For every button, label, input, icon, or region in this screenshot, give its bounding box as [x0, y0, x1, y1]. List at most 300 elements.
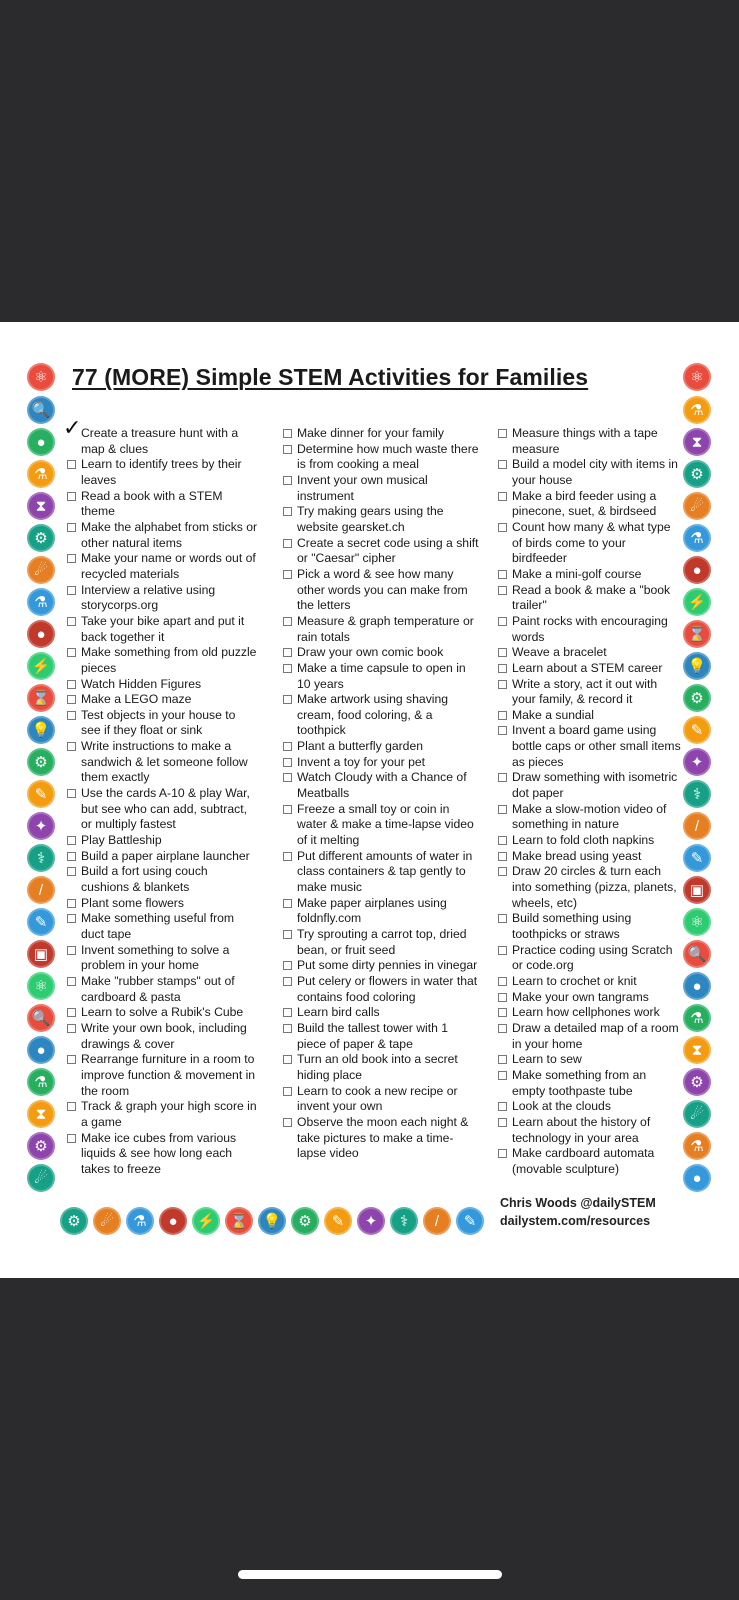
activity-item: [279, 567, 479, 614]
activity-text: Make a LEGO maze: [81, 692, 192, 707]
activity-text: Write your own book, including drawings & cover: [81, 1020, 247, 1051]
checkbox-icon[interactable]: [498, 1055, 507, 1064]
activity-text: Make ice cubes from various liquids & see how long each takes to freeze: [81, 1130, 237, 1176]
activity-item: [279, 1115, 479, 1162]
bulb-icon: ⚙: [291, 1207, 319, 1235]
activity-text: Freeze a small toy or coin in water & make a time-lapse video of it melting: [297, 801, 474, 848]
activity-item: [63, 911, 258, 942]
beaker-icon: ⚗: [683, 1132, 711, 1160]
activity-text: Watch Cloudy with a Chance of Meatballs: [297, 770, 467, 801]
checkbox-icon[interactable]: [67, 680, 76, 689]
activity-text: Weave a bracelet: [512, 645, 607, 660]
checkbox-icon[interactable]: [67, 617, 76, 626]
activity-text: Plant a butterfly garden: [297, 739, 424, 754]
checkbox-icon[interactable]: [283, 961, 292, 970]
battery-icon: ⚡: [27, 652, 55, 680]
activity-text: Build a paper airplane launcher: [81, 848, 250, 863]
activity-text: Put different amounts of water in class containers & tap gently to make music: [297, 848, 473, 895]
checkbox-icon[interactable]: [498, 867, 507, 876]
checkbox-icon[interactable]: [283, 742, 292, 751]
checkbox-icon[interactable]: [498, 836, 507, 845]
activity-item: [279, 614, 479, 645]
activity-text: Write instructions to make a sandwich & let someone follow them exactly: [81, 739, 248, 785]
activity-item: [494, 943, 682, 974]
checkbox-icon[interactable]: [283, 617, 292, 626]
satellite-icon: ✦: [683, 748, 711, 776]
activity-text: Make something useful from duct tape: [81, 911, 235, 941]
checkbox-icon[interactable]: [283, 507, 292, 516]
checkbox-icon[interactable]: [67, 1102, 76, 1111]
activity-text: Put celery or flowers in water that contains food coloring: [297, 973, 478, 1004]
checkbox-icon[interactable]: [498, 1102, 507, 1111]
activity-text: Watch Hidden Figures: [81, 676, 202, 691]
checkbox-icon[interactable]: [498, 852, 507, 861]
activity-text: Interview a relative using storycorps.org: [81, 582, 216, 613]
activity-item: [63, 833, 258, 849]
activity-text: Make paper airplanes using foldnfly.com: [297, 895, 447, 926]
activity-item: [494, 1021, 682, 1052]
activity-item: [63, 1052, 258, 1099]
activity-item: [494, 1005, 682, 1021]
activity-item: [279, 426, 479, 442]
activity-sheet: [0, 322, 739, 1278]
activity-text: Write a story, act it out with your family, & record it: [512, 676, 658, 707]
activity-item: [279, 927, 479, 958]
activity-text: Draw a detailed map of a room in your home: [512, 1020, 679, 1051]
thermometer-icon: 💡: [27, 716, 55, 744]
checkbox-icon[interactable]: [283, 758, 292, 767]
activity-text: Plant some flowers: [81, 895, 184, 910]
activity-item: [63, 583, 258, 614]
activity-item: [63, 849, 258, 865]
activity-text: Make "rubber stamps" out of cardboard & pasta: [81, 973, 235, 1004]
activity-item: [63, 415, 258, 457]
activity-text: Make dinner for your family: [297, 426, 444, 440]
checkbox-icon[interactable]: [67, 711, 76, 720]
dna-icon: /: [683, 812, 711, 840]
dna-icon: /: [423, 1207, 451, 1235]
flask-icon: ⚗: [683, 1004, 711, 1032]
activity-item: [63, 896, 258, 912]
checkbox-icon[interactable]: [498, 460, 507, 469]
activity-item: [279, 802, 479, 849]
activity-item: [63, 864, 258, 895]
activity-item: [494, 1068, 682, 1099]
checkbox-icon[interactable]: [67, 1008, 76, 1017]
activity-item: [279, 1005, 479, 1021]
checkbox-icon[interactable]: [67, 492, 76, 501]
activity-item: [279, 974, 479, 1005]
activity-text: Build something using toothpicks or straws: [512, 911, 632, 941]
credit-block: [500, 1194, 656, 1230]
ball-icon: ●: [683, 972, 711, 1000]
activity-text: Invent your own musical instrument: [297, 472, 428, 503]
activity-text: Build the tallest tower with 1 piece of paper & tape: [297, 1020, 449, 1051]
checkbox-icon[interactable]: [283, 539, 292, 548]
credit-author: Chris Woods @dailySTEM: [500, 1196, 656, 1210]
activity-text: Look at the clouds: [512, 1099, 611, 1114]
checkbox-icon[interactable]: [498, 1071, 507, 1080]
activity-text: Learn to sew: [512, 1052, 582, 1067]
activity-text: Learn about a STEM career: [512, 660, 663, 675]
dna-icon: /: [27, 876, 55, 904]
checkbox-icon[interactable]: [67, 867, 76, 876]
activity-text: Make your name or words out of recycled materials: [81, 551, 256, 581]
satellite-icon: ✦: [27, 812, 55, 840]
checkbox-icon[interactable]: [283, 1008, 292, 1017]
activity-item: [494, 426, 682, 457]
beaker-icon: ⚗: [27, 588, 55, 616]
activity-item: [63, 551, 258, 582]
activity-item: [494, 1115, 682, 1146]
globe-icon: ⌛: [225, 1207, 253, 1235]
checkbox-icon[interactable]: [283, 773, 292, 782]
checkbox-icon[interactable]: [67, 1134, 76, 1143]
activity-column-2: [279, 426, 479, 1162]
activity-item: [494, 849, 682, 865]
checkbox-icon[interactable]: [67, 1055, 76, 1064]
apple-icon: ●: [159, 1207, 187, 1235]
battery-icon: ⚡: [192, 1207, 220, 1235]
checkbox-icon[interactable]: [67, 554, 76, 563]
bulb-icon: ⚙: [683, 684, 711, 712]
hourglass-icon: ⧗: [27, 1100, 55, 1128]
activity-text: Count how many & what type of birds come to your birdfeeder: [512, 519, 671, 566]
activity-item: [279, 692, 479, 739]
checkbox-icon[interactable]: [498, 1149, 507, 1158]
checkbox-icon[interactable]: [498, 586, 507, 595]
activity-text: Make a bird feeder using a pinecone, suet, & birdseed: [512, 488, 657, 519]
checkbox-icon[interactable]: [283, 977, 292, 986]
checkbox-icon[interactable]: [498, 1118, 507, 1127]
apple-icon: ●: [683, 556, 711, 584]
activity-text: Make the alphabet from sticks or other natural items: [81, 519, 258, 550]
activity-text: Draw something with isometric dot paper: [512, 770, 678, 801]
checkbox-icon[interactable]: [498, 914, 507, 923]
microscope-icon: ✎: [324, 1207, 352, 1235]
activity-item: [63, 614, 258, 645]
globe-icon: ⌛: [683, 620, 711, 648]
checkbox-icon[interactable]: [283, 664, 292, 673]
activity-item: [279, 1084, 479, 1115]
activity-text: Draw your own comic book: [297, 645, 444, 660]
activity-item: [63, 1021, 258, 1052]
activity-text: Make a sundial: [512, 707, 594, 722]
checkbox-icon[interactable]: [283, 930, 292, 939]
activity-item: [63, 457, 258, 488]
checkbox-icon[interactable]: [498, 946, 507, 955]
bottom-letterbox: [0, 1278, 739, 1600]
activity-text: Turn an old book into a secret hiding place: [297, 1052, 458, 1082]
top-letterbox: [0, 0, 739, 322]
activity-column-3: [494, 426, 682, 1178]
checkbox-icon[interactable]: [283, 852, 292, 861]
activity-text: Make artwork using shaving cream, food coloring, & a toothpick: [297, 692, 449, 738]
activity-text: Take your bike apart and put it back together it: [81, 613, 245, 644]
activity-text: Track & graph your high score in a game: [81, 1099, 257, 1129]
checkbox-icon[interactable]: [283, 1118, 292, 1127]
satellite-icon: ✦: [357, 1207, 385, 1235]
checkbox-icon[interactable]: [283, 1024, 292, 1033]
activity-item: [494, 457, 682, 488]
ruler-icon: ✎: [456, 1207, 484, 1235]
activity-item: [63, 1131, 258, 1178]
checkbox-icon[interactable]: [498, 429, 507, 438]
checkbox-icon[interactable]: [498, 680, 507, 689]
activity-item: [63, 1005, 258, 1021]
activity-item: [63, 974, 258, 1005]
activity-item: [279, 755, 479, 771]
checkbox-icon[interactable]: [498, 805, 507, 814]
checkbox-icon[interactable]: [283, 648, 292, 657]
gear-icon: ⚙: [27, 1132, 55, 1160]
checkbox-icon[interactable]: [498, 773, 507, 782]
checkbox-icon[interactable]: [67, 695, 76, 704]
activity-item: [494, 583, 682, 614]
activity-item: [63, 520, 258, 551]
activity-item: [63, 943, 258, 974]
ball-icon: ●: [27, 428, 55, 456]
flask-icon: ⚗: [27, 1068, 55, 1096]
activity-text: Rearrange furniture in a room to improve function & movement in the room: [81, 1052, 256, 1098]
activity-text: Paint rocks with encouraging words: [512, 613, 668, 644]
magnifier-icon: 🔍: [683, 940, 711, 968]
flask-icon: ⚗: [27, 460, 55, 488]
ruler-icon: ✎: [683, 844, 711, 872]
activity-item: [279, 958, 479, 974]
activity-column-1: [63, 415, 258, 1178]
magnifier-icon: 🔍: [27, 396, 55, 424]
thermometer-icon: 💡: [683, 652, 711, 680]
monitor-icon: ⚛: [27, 972, 55, 1000]
activity-text: Invent a board game using bottle caps or other small items as pieces: [512, 723, 681, 769]
activity-item: [279, 536, 479, 567]
activity-item: [494, 567, 682, 583]
checkbox-icon[interactable]: [283, 805, 292, 814]
activity-text: Make a mini-golf course: [512, 566, 642, 581]
activity-text: Build a fort using couch cushions & blankets: [81, 864, 208, 895]
gear-icon: ⚙: [683, 1068, 711, 1096]
activity-item: [494, 677, 682, 708]
activity-item: [494, 911, 682, 942]
planet-icon: ☄: [93, 1207, 121, 1235]
activity-item: [63, 677, 258, 693]
activity-text: Test objects in your house to see if they float or sink: [81, 707, 236, 738]
activity-text: Observe the moon each night & take pictures to make a time-lapse video: [297, 1114, 469, 1161]
ruler-icon: ✎: [27, 908, 55, 936]
pencil-icon: ▣: [27, 940, 55, 968]
activity-item: [494, 1099, 682, 1115]
activity-item: [279, 442, 479, 473]
checkbox-icon[interactable]: [498, 726, 507, 735]
beaker-icon: ⚗: [126, 1207, 154, 1235]
hourglass-icon: ⧗: [683, 428, 711, 456]
checkbox-icon[interactable]: [67, 836, 76, 845]
activity-item: [494, 645, 682, 661]
checkbox-icon[interactable]: [67, 914, 76, 923]
activity-text: Make bread using yeast: [512, 848, 642, 863]
activity-text: Learn to cook a new recipe or invent your own: [297, 1083, 458, 1114]
checkbox-icon[interactable]: [67, 648, 76, 657]
activity-item: [63, 489, 258, 520]
activity-text: Put some dirty pennies in vinegar: [297, 958, 478, 973]
activity-item: [494, 974, 682, 990]
activity-text: Learn about the history of technology in your area: [512, 1114, 651, 1145]
checkbox-icon[interactable]: [67, 899, 76, 908]
activity-item: [63, 1099, 258, 1130]
activity-item: [279, 849, 479, 896]
activity-item: [494, 990, 682, 1006]
activity-item: [279, 896, 479, 927]
gear-icon: ⚙: [60, 1207, 88, 1235]
activity-item: [494, 802, 682, 833]
magnifier-icon: 🔍: [27, 1004, 55, 1032]
hourglass-icon: ⧗: [683, 1036, 711, 1064]
checkbox-icon[interactable]: [498, 570, 507, 579]
checkbox-icon[interactable]: [498, 648, 507, 657]
checkbox-icon[interactable]: [67, 742, 76, 751]
activity-item: [279, 1021, 479, 1052]
flask-icon: ⚗: [683, 396, 711, 424]
activity-text: Create a secret code using a shift or "Caesar" cipher: [297, 535, 479, 566]
activity-item: [63, 692, 258, 708]
activity-item: [494, 661, 682, 677]
activity-text: Make your own tangrams: [512, 989, 649, 1004]
checkbox-icon[interactable]: [283, 899, 292, 908]
activity-text: Draw 20 circles & turn each into something (pizza, planets, wheels, etc): [512, 864, 677, 910]
checkbox-icon[interactable]: [67, 977, 76, 986]
checkbox-icon[interactable]: [283, 570, 292, 579]
activity-item: [494, 723, 682, 770]
page-title: 77 (MORE) Simple STEM Activities for Families: [72, 364, 589, 390]
apple-icon: ●: [683, 1164, 711, 1192]
activity-text: Learn to crochet or knit: [512, 973, 637, 988]
checkmark-icon: ✓: [63, 415, 82, 440]
microscope-icon: ✎: [683, 716, 711, 744]
activity-text: Determine how much waste there is from cooking a meal: [297, 441, 479, 472]
activity-item: [63, 708, 258, 739]
checkbox-icon[interactable]: [498, 993, 507, 1002]
beaker-icon: ⚗: [683, 524, 711, 552]
activity-item: [279, 1052, 479, 1083]
activity-text: Measure things with a tape measure: [512, 426, 658, 456]
activity-item: [494, 864, 682, 911]
checkbox-icon[interactable]: [283, 429, 292, 438]
ufo-icon: ⚕: [390, 1207, 418, 1235]
home-indicator[interactable]: [238, 1570, 502, 1579]
activity-text: Make something from old puzzle pieces: [81, 645, 257, 675]
checkbox-icon[interactable]: [67, 1024, 76, 1033]
activity-text: Learn bird calls: [297, 1005, 380, 1020]
activity-text: Make something from an empty toothpaste tube: [512, 1067, 647, 1098]
activity-item: [279, 770, 479, 801]
activity-item: [279, 739, 479, 755]
checkbox-icon[interactable]: [67, 852, 76, 861]
activity-text: Invent something to solve a problem in your home: [81, 942, 230, 973]
activity-text: Read a book with a STEM theme: [81, 488, 223, 519]
ufo-icon: ⚕: [683, 780, 711, 808]
activity-text: Learn to fold cloth napkins: [512, 833, 655, 848]
checkbox-icon[interactable]: [498, 1008, 507, 1017]
planet-icon: ☄: [683, 492, 711, 520]
checkbox-icon[interactable]: [283, 1087, 292, 1096]
activity-text: Measure & graph temperature or rain totals: [297, 613, 474, 644]
activity-item: [63, 786, 258, 833]
activity-text: Play Battleship: [81, 833, 162, 848]
activity-item: [279, 473, 479, 504]
atom-icon: ⚛: [683, 363, 711, 391]
planet-icon: ☄: [27, 1164, 55, 1192]
credit-url: dailystem.com/resources: [500, 1214, 651, 1228]
checkbox-icon[interactable]: [498, 523, 507, 532]
hourglass-icon: ⧗: [27, 492, 55, 520]
microscope-icon: ✎: [27, 780, 55, 808]
activity-item: [279, 504, 479, 535]
checkbox-icon[interactable]: [67, 946, 76, 955]
activity-text: Invent a toy for your pet: [297, 754, 426, 769]
activity-item: [494, 833, 682, 849]
activity-text: Make a slow-motion video of something in nature: [512, 801, 667, 832]
activity-item: [494, 520, 682, 567]
activity-text: Use the cards A-10 & play War, but see who can add, subtract, or multiply fastest: [81, 786, 250, 832]
gear-icon: ⚙: [683, 460, 711, 488]
ball-icon: ●: [27, 1036, 55, 1064]
checkbox-icon[interactable]: [283, 445, 292, 454]
pencil-icon: ▣: [683, 876, 711, 904]
activity-item: [494, 708, 682, 724]
checkbox-icon[interactable]: [498, 977, 507, 986]
activity-item: [494, 614, 682, 645]
activity-text: Create a treasure hunt with a map & clues: [81, 426, 239, 456]
activity-text: Make cardboard automata (movable sculpture): [512, 1146, 655, 1176]
globe-icon: ⌛: [27, 684, 55, 712]
activity-text: Pick a word & see how many other words you can make from the letters: [297, 566, 468, 613]
checkbox-icon[interactable]: [498, 1024, 507, 1033]
checkbox-icon[interactable]: [498, 492, 507, 501]
activity-item: [494, 770, 682, 801]
planet-icon: ☄: [27, 556, 55, 584]
activity-text: Make a time capsule to open in 10 years: [297, 660, 466, 691]
activity-item: [63, 739, 258, 786]
checkbox-icon[interactable]: [67, 523, 76, 532]
activity-item: [494, 1146, 682, 1177]
checkbox-icon[interactable]: [498, 617, 507, 626]
activity-text: Learn how cellphones work: [512, 1005, 660, 1020]
activity-text: Try making gears using the website gearsket.ch: [297, 504, 444, 534]
checkbox-icon[interactable]: [283, 695, 292, 704]
checkbox-icon[interactable]: [67, 789, 76, 798]
monitor-icon: ⚛: [683, 908, 711, 936]
activity-text: Read a book & make a "book trailer": [512, 582, 671, 613]
checkbox-icon[interactable]: [498, 711, 507, 720]
thermometer-icon: 💡: [258, 1207, 286, 1235]
bulb-icon: ⚙: [27, 748, 55, 776]
checkbox-icon[interactable]: [283, 1055, 292, 1064]
activity-item: [63, 645, 258, 676]
activity-text: Build a model city with items in your house: [512, 457, 678, 487]
activity-item: [494, 1052, 682, 1068]
checkbox-icon[interactable]: [67, 460, 76, 469]
checkbox-icon[interactable]: [283, 476, 292, 485]
activity-text: Learn to identify trees by their leaves: [81, 457, 242, 487]
checkbox-icon[interactable]: [498, 664, 507, 673]
activity-item: [279, 645, 479, 661]
ufo-icon: ⚕: [27, 844, 55, 872]
checkbox-icon[interactable]: [67, 586, 76, 595]
activity-item: [494, 489, 682, 520]
activity-text: Learn to solve a Rubik's Cube: [81, 1005, 244, 1020]
atom-icon: ⚛: [27, 363, 55, 391]
